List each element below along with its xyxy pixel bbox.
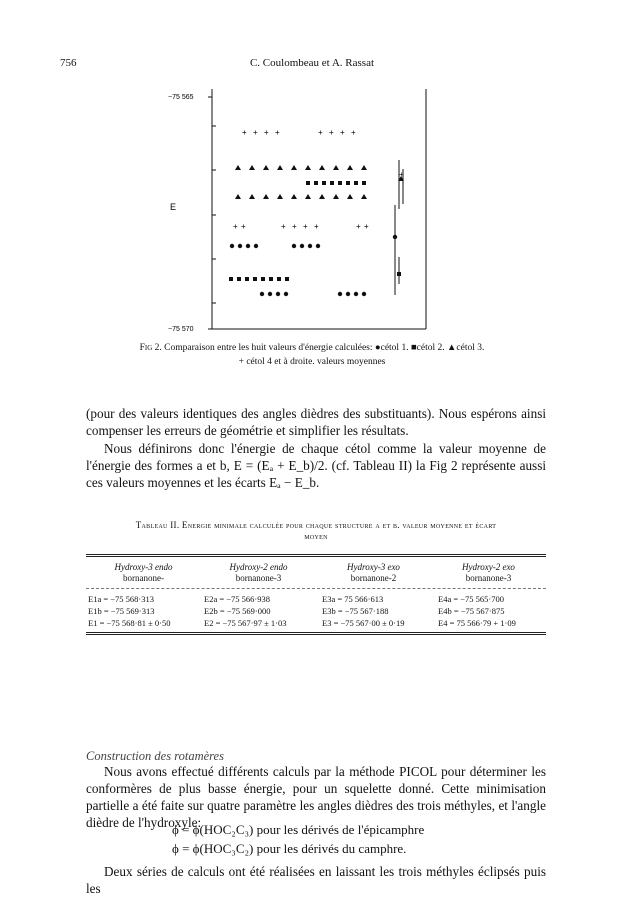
figure-caption-label: Fig 2. [139,343,162,353]
svg-text:+: + [340,128,345,137]
svg-text:+: + [241,222,246,231]
section-title: Construction des rotamères [86,749,224,763]
figure-caption-text2: + cétol 4 et à droite. valeurs moyennes [238,357,386,367]
running-head-authors: C. Coulombeau et A. Rassat [249,57,375,69]
table-cell: E4b = −75 567·875 [438,606,505,616]
paragraph-3: Nous avons effectué différents calculs par la méthode PICOL pour déterminer les conformères de plus basse énergie, pour un squelette donné. Cette minimisation partielle a été faite sur quatre paramètre les angles dièdres des trois méthyles, et l'angle dièdre de l'hydroxyle: [86,764,546,830]
table-cell: E3b = −75 567·188 [322,606,389,616]
table-title [86,520,546,542]
svg-text:+: + [399,170,404,179]
table-cell: E2b = −75 569·000 [204,606,271,616]
table-header: Hydroxy-3 exo bornanone-2 [347,562,400,583]
table-cell: E3a = 75 566·613 [322,594,384,604]
svg-text:+: + [242,128,247,137]
svg-text:+: + [253,128,258,137]
table-cell: E3 = −75 567·00 ± 0·19 [322,618,405,628]
table-header: Hydroxy-3 endo bornanone- [114,562,173,583]
table-cell: E2 = −75 567·97 ± 1·03 [204,618,287,628]
paragraph-4: Deux séries de calculs ont été réalisées en laissant les trois méthyles éclipsés puis les [86,864,546,896]
table-header: Hydroxy-2 endo bornanone-3 [229,562,288,583]
svg-text:+: + [351,128,356,137]
paragraph-1: (pour des valeurs identiques des angles dièdres des substituants). Nous espérons ainsi compenser les erreurs de géométrie et simplifier les résultats. [86,406,546,438]
svg-text:+: + [318,128,323,137]
svg-text:+: + [303,222,308,231]
table-cell: E1b = −75 569·313 [88,606,155,616]
equation-2: ϕ = ϕ(HOC₃C₂) pour les dérivés du camphre. [172,841,407,856]
y-bottom-tick-label: −75 570 [168,326,194,333]
svg-text:+: + [292,222,297,231]
svg-text:+: + [275,128,280,137]
table-cell: E2a = −75 566·938 [204,594,271,604]
table-header: Hydroxy-2 exo bornanone-3 [462,562,515,583]
cetol2-markers [229,181,366,281]
table-title-line1: Tableau II. Energie minimale calculée pour chaque structure a et b. valeur moyenne et écart [135,520,497,530]
svg-text:+: + [233,222,238,231]
y-axis-label: E [170,202,177,212]
cetol4-markers [233,128,369,231]
table-title-line2: moyen [304,531,328,541]
svg-text:+: + [314,222,319,231]
paragraph-2: Nous définirons donc l'énergie de chaque cétol comme la valeur moyenne de l'énergie des formes a et b, E = (Eₐ + E_b)/2. (cf. Tableau II) la Fig 2 représente aussi ces valeurs moyennes et les écarts Eₐ − E_b. [86,441,546,490]
svg-text:+: + [356,222,361,231]
svg-text:+: + [264,128,269,137]
figure-caption-text: Comparaison entre les huit valeurs d'énergie calculées: ●cétol 1. ■cétol 2. ▲cétol 3. [164,343,485,353]
y-top-tick-label: −75 565 [168,94,194,101]
table-cell: E1 = −75 568·81 ± 0·50 [88,618,171,628]
table-cell: E1a = −75 568·313 [88,594,155,604]
svg-text:+: + [329,128,334,137]
svg-text:+: + [281,222,286,231]
figure-caption [100,341,524,369]
page-number: 756 [60,57,77,69]
average-value-bars [393,160,404,295]
energy-comparison-figure [150,84,440,342]
cetol1-markers [230,244,366,296]
equation-1: ϕ = ϕ(HOC₂C₃) pour les dérivés de l'épicamphre [172,822,425,837]
table-cell: E4 = 75 566·79 + 1·09 [438,618,516,628]
table-cell: E4a = −75 565·700 [438,594,505,604]
svg-text:+: + [364,222,369,231]
